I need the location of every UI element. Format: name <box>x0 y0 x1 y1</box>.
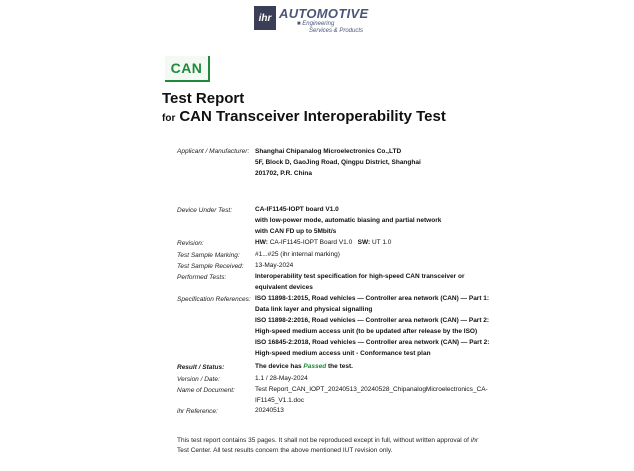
doc-line: IF1145_V1.1.doc <box>255 397 305 404</box>
performed-line: Interoperability test specification for high-speed CAN transceiver or <box>255 273 465 280</box>
sample-received-label: Test Sample Received: <box>177 263 244 270</box>
result-suffix: the test. <box>328 363 353 370</box>
subtitle-text: CAN Transceiver Interoperability Test <box>179 108 446 125</box>
spec-label: Specification References: <box>177 296 251 303</box>
doc-line: Test Report_CAN_IOPT_20240513_20240528_ChipanalogMicroelectronics_CA- <box>255 386 488 393</box>
sw-prefix: SW: <box>357 239 371 246</box>
revision-label: Revision: <box>177 240 204 247</box>
applicant-label: Applicant / Manufacturer: <box>177 148 250 155</box>
performed-value <box>255 271 465 293</box>
applicant-value <box>255 146 421 179</box>
spec-line: ISO 11898-1:2015, Road vehicles — Controller area network (CAN) — Part 1: <box>255 295 490 302</box>
dut-line: with low-power mode, automatic biasing and partial network <box>255 217 442 224</box>
applicant-line: 201702, P.R. China <box>255 170 312 177</box>
sample-received-value: 13-May-2024 <box>255 262 294 269</box>
company-logo <box>254 6 368 34</box>
result-status: Passed <box>303 363 327 370</box>
dut-line: with CAN FD up to 5Mbit/s <box>255 228 337 235</box>
can-logo: CAN <box>165 56 210 82</box>
spec-line: ISO 16845-2:2018, Road vehicles — Controller area network (CAN) — Part 2: <box>255 339 490 346</box>
result-prefix: The device has <box>255 363 302 370</box>
result-value <box>255 361 353 372</box>
report-title: Test Report <box>162 90 245 107</box>
reference-value: 20240513 <box>255 407 284 414</box>
spec-line: High-speed medium access unit (to be updated after release by the ISO) <box>255 328 478 335</box>
sample-marking-value: #1...#25 (ihr internal marking) <box>255 251 340 258</box>
dut-line: CA-IF1145-IOPT board V1.0 <box>255 206 339 213</box>
footer-note <box>177 436 497 456</box>
reference-label <box>177 408 218 415</box>
hw-value: CA-IF1145-IOPT Board V1.0 <box>269 239 353 246</box>
doc-label: Name of Document: <box>177 387 235 394</box>
version-value: 1.1 / 28-May-2024 <box>255 375 308 382</box>
dut-label: Device Under Test: <box>177 207 233 214</box>
result-label: Result / Status: <box>177 364 225 371</box>
ihr-logo-box: ihr <box>254 6 276 30</box>
reference-label-text: Reference: <box>186 408 218 415</box>
performed-label: Performed Tests: <box>177 274 227 281</box>
applicant-line: 5F, Block D, GaoJing Road, Qingpu District, Shanghai <box>255 159 421 166</box>
brand-subtitle-1: ■ Engineering <box>297 21 335 27</box>
spec-line: ISO 11898-2:2016, Road vehicles — Controller area network (CAN) — Part 2: <box>255 317 490 324</box>
revision-value <box>255 237 391 248</box>
applicant-line: Shanghai Chipanalog Microelectronics Co.,LTD <box>255 148 402 155</box>
brand-subtitle-2: Services & Products <box>309 28 364 34</box>
footer-line1: This test report contains 35 pages. It shall not be reproduced except in full, without written approval of <box>177 437 469 444</box>
brand-title: AUTOMOTIVE <box>279 6 369 21</box>
spec-value <box>255 293 489 359</box>
subtitle-prefix: for <box>162 113 176 124</box>
hw-prefix: HW: <box>255 239 268 246</box>
doc-value <box>255 384 488 406</box>
performed-line: equivalent devices <box>255 284 313 291</box>
dut-value <box>255 204 441 237</box>
spec-line: High-speed medium access unit - Conformance test plan <box>255 350 431 357</box>
brand-text <box>279 6 368 35</box>
footer-ihr: ihr <box>470 437 478 444</box>
reference-ihr: ihr <box>177 408 185 415</box>
report-subtitle <box>162 108 446 125</box>
version-label: Version / Date: <box>177 376 220 383</box>
spec-line: Data link layer and physical signalling <box>255 306 373 313</box>
sample-marking-label: Test Sample Marking: <box>177 252 240 259</box>
sw-value: UT 1.0 <box>371 239 392 246</box>
footer-line2: Test Center. All test results concern the above mentioned IUT revision only. <box>177 447 393 454</box>
